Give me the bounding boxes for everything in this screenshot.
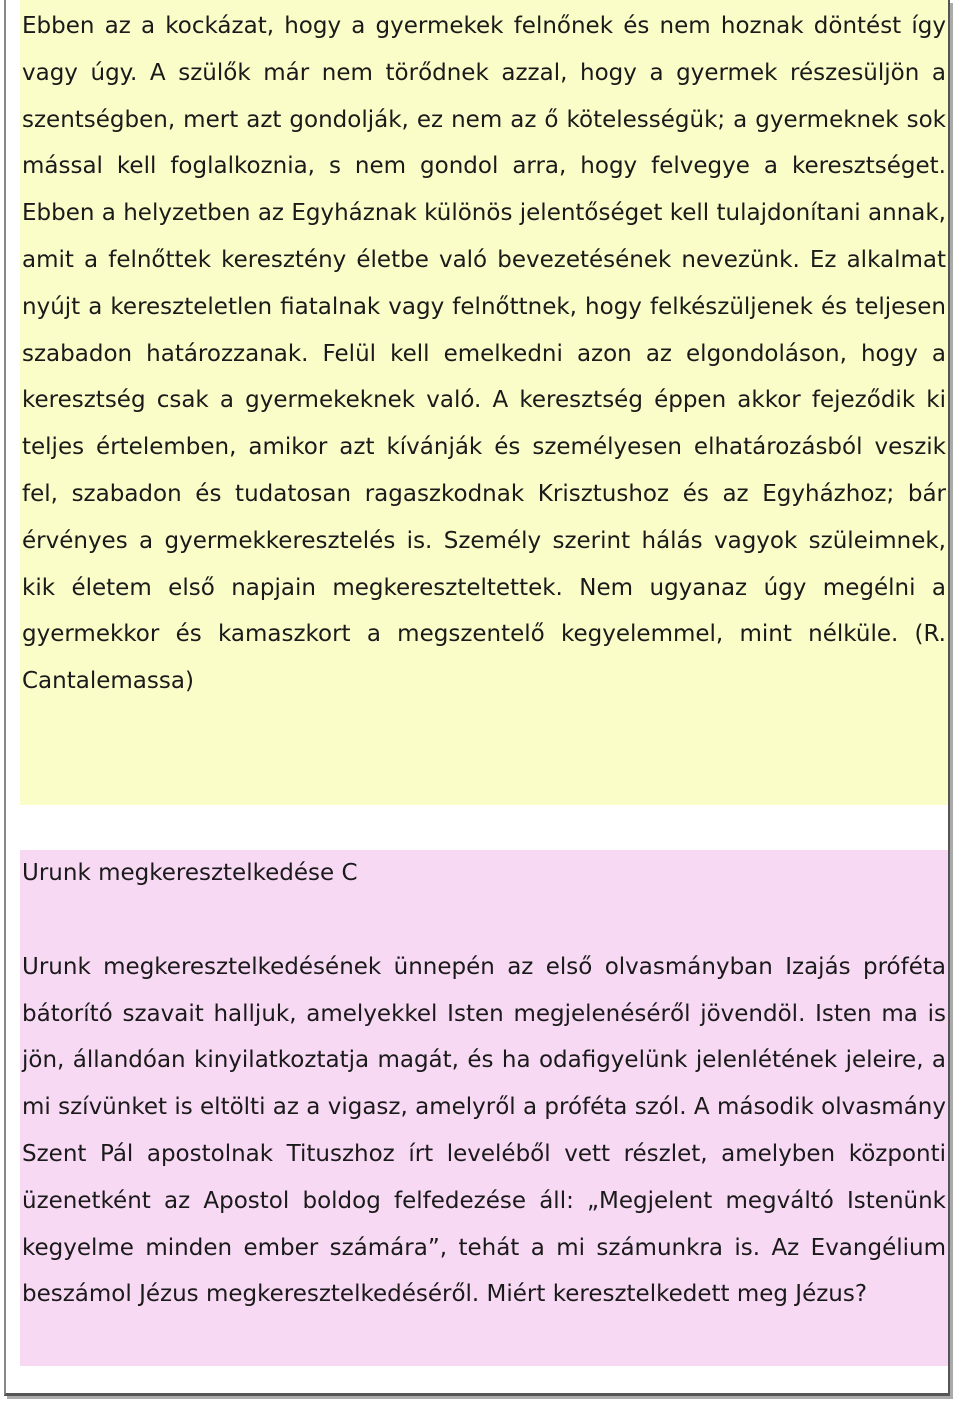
feast-section (20, 850, 948, 1366)
spacer (22, 897, 946, 944)
feast-paragraph: Urunk megkeresztelkedésének ünnepén az első olvasmányban Izajás próféta bátorító szavait halljuk, amelyekkel Isten megjelenéséről jövendöl. Isten ma is jön, állandóan kinyilatkoztatja magát, és ha odafigyelünk jelenlétének jeleire, a mi szívünket is eltölti az a vigasz, amelyről a próféta szól. A második olvasmány Szent Pál apostolnak Tituszhoz írt leveléből vett részlet, amelyben központi üzenetként az Apostol boldog felfedezése áll: „Megjelent megváltó Istenünk kegyelme minden ember számára”, tehát a mi számunkra is. Az Evangélium beszámol Jézus megkeresztelkedéséről. Miért keresztelkedett meg Jézus? (22, 953, 946, 1308)
section-title: Urunk megkeresztelkedése C (22, 860, 358, 886)
baptism-commentary-section (20, 0, 948, 805)
page-frame (4, 0, 950, 1396)
commentary-paragraph: Ebben az a kockázat, hogy a gyermekek felnőnek és nem hoznak döntést így vagy úgy. A szülők már nem törődnek azzal, hogy a gyermek részesüljön a szentségben, mert azt gondolják, ez nem az ő kötelességük; a gyermeknek sok mással kell foglalkoznia, s nem gondol arra, hogy felvegye a keresztséget. Ebben a helyzetben az Egyháznak különös jelentőséget kell tulajdonítani annak, amit a felnőttek keresztény életbe való bevezetésének nevezünk. Ez alkalmat nyújt a kereszteletlen fiatalnak vagy felnőttnek, hogy felkészüljenek és teljesen szabadon határozzanak. Felül kell emelkedni azon az elgondoláson, hogy a keresztség csak a gyermekeknek való. A keresztség éppen akkor fejeződik ki teljes értelemben, amikor azt kívánják és személyesen elhatározásból veszik fel, szabadon és tudatosan ragaszkodnak Krisztushoz és az Egyházhoz; bár érvényes a gyermekkeresztelés is. Személy szerint hálás vagyok szüleimnek, kik életem első napjain megkereszteltettek. Nem ugyanaz úgy megélni a gyermekkor és kamaszkort a megszentelő kegyelemmel, mint nélküle. (R. Cantalemassa) (22, 13, 946, 695)
